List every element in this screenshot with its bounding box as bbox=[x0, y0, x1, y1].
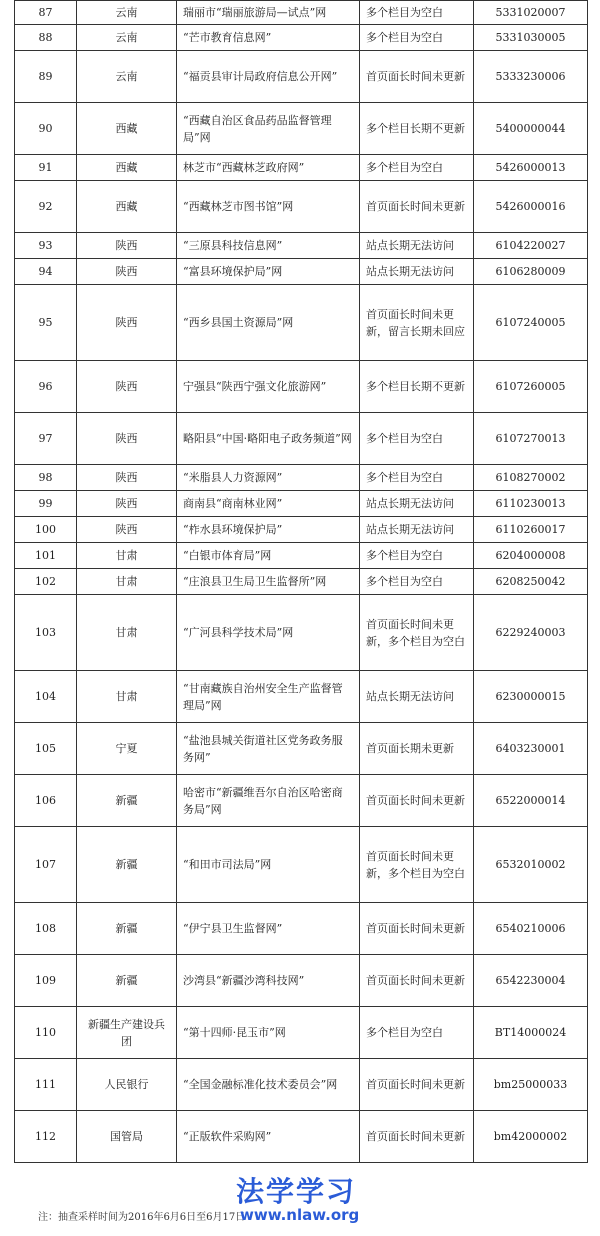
table-row bbox=[15, 491, 588, 517]
row-problem: 首页面长时间未更新 bbox=[360, 181, 474, 233]
row-province: 甘肃 bbox=[77, 569, 177, 595]
table-row bbox=[15, 233, 588, 259]
table-row bbox=[15, 903, 588, 955]
watermark-title: 法学学习 bbox=[236, 1175, 357, 1208]
row-province: 新疆 bbox=[77, 827, 177, 903]
table-row bbox=[15, 955, 588, 1007]
row-number: 95 bbox=[15, 285, 77, 361]
row-site-code: 6403230001 bbox=[474, 723, 588, 775]
row-province: 新疆 bbox=[77, 775, 177, 827]
row-site-code: 6107270013 bbox=[474, 413, 588, 465]
row-number: 102 bbox=[15, 569, 77, 595]
row-province: 新疆 bbox=[77, 955, 177, 1007]
table-row bbox=[15, 181, 588, 233]
row-site-name: “米脂县人力资源网” bbox=[177, 465, 360, 491]
row-site-code: 5331020007 bbox=[474, 1, 588, 25]
row-problem: 多个栏目为空白 bbox=[360, 569, 474, 595]
row-province: 甘肃 bbox=[77, 543, 177, 569]
row-number: 89 bbox=[15, 51, 77, 103]
row-number: 90 bbox=[15, 103, 77, 155]
row-problem: 首页面长时间未更新 bbox=[360, 903, 474, 955]
row-problem: 多个栏目为空白 bbox=[360, 413, 474, 465]
row-problem: 多个栏目为空白 bbox=[360, 25, 474, 51]
row-site-name: “西乡县国土资源局”网 bbox=[177, 285, 360, 361]
row-province: 人民银行 bbox=[77, 1059, 177, 1111]
watermark-url: www.nlaw.org bbox=[240, 1206, 360, 1224]
row-number: 87 bbox=[15, 1, 77, 25]
row-number: 96 bbox=[15, 361, 77, 413]
row-problem: 首页面长时间未更新 bbox=[360, 1111, 474, 1163]
table-row bbox=[15, 723, 588, 775]
row-province: 陕西 bbox=[77, 517, 177, 543]
row-problem: 首页面长时间未更新，留言长期未回应 bbox=[360, 285, 474, 361]
row-number: 93 bbox=[15, 233, 77, 259]
row-site-name: 宁强县“陕西宁强文化旅游网” bbox=[177, 361, 360, 413]
row-province: 陕西 bbox=[77, 233, 177, 259]
row-province: 国管局 bbox=[77, 1111, 177, 1163]
row-province: 陕西 bbox=[77, 465, 177, 491]
row-site-name: 商南县“商南林业网” bbox=[177, 491, 360, 517]
row-problem: 站点长期无法访问 bbox=[360, 491, 474, 517]
row-number: 108 bbox=[15, 903, 77, 955]
row-province: 陕西 bbox=[77, 285, 177, 361]
row-number: 92 bbox=[15, 181, 77, 233]
row-site-code: bm42000002 bbox=[474, 1111, 588, 1163]
row-problem: 首页面长时间未更新 bbox=[360, 1059, 474, 1111]
table-row bbox=[15, 671, 588, 723]
table-row bbox=[15, 517, 588, 543]
row-site-name: “第十四师·昆玉市”网 bbox=[177, 1007, 360, 1059]
row-site-name: “盐池县城关街道社区党务政务服务网” bbox=[177, 723, 360, 775]
table-row bbox=[15, 1, 588, 25]
row-site-code: 6107260005 bbox=[474, 361, 588, 413]
table-row bbox=[15, 465, 588, 491]
row-site-name: 沙湾县“新疆沙湾科技网” bbox=[177, 955, 360, 1007]
table-row bbox=[15, 361, 588, 413]
row-site-name: “福贡县审计局政府信息公开网” bbox=[177, 51, 360, 103]
row-problem: 多个栏目为空白 bbox=[360, 465, 474, 491]
table-body bbox=[15, 1, 588, 1163]
row-province: 云南 bbox=[77, 1, 177, 25]
row-problem: 多个栏目为空白 bbox=[360, 543, 474, 569]
row-site-code: 6208250042 bbox=[474, 569, 588, 595]
row-province: 新疆 bbox=[77, 903, 177, 955]
row-site-code: BT14000024 bbox=[474, 1007, 588, 1059]
row-site-code: 6106280009 bbox=[474, 259, 588, 285]
row-number: 105 bbox=[15, 723, 77, 775]
row-province: 云南 bbox=[77, 25, 177, 51]
row-site-code: 6230000015 bbox=[474, 671, 588, 723]
row-site-code: 6104220027 bbox=[474, 233, 588, 259]
row-problem: 多个栏目为空白 bbox=[360, 155, 474, 181]
row-site-code: 6542230004 bbox=[474, 955, 588, 1007]
row-site-name: “柞水县环境保护局” bbox=[177, 517, 360, 543]
row-number: 101 bbox=[15, 543, 77, 569]
row-site-code: 6532010002 bbox=[474, 827, 588, 903]
row-problem: 站点长期无法访问 bbox=[360, 233, 474, 259]
row-province: 云南 bbox=[77, 51, 177, 103]
row-number: 111 bbox=[15, 1059, 77, 1111]
row-site-name: “富县环境保护局”网 bbox=[177, 259, 360, 285]
row-site-name: “甘南藏族自治州安全生产监督管理局”网 bbox=[177, 671, 360, 723]
row-number: 98 bbox=[15, 465, 77, 491]
row-problem: 首页面长时间未更新 bbox=[360, 955, 474, 1007]
row-number: 110 bbox=[15, 1007, 77, 1059]
table-row bbox=[15, 25, 588, 51]
row-problem: 首页面长时间未更新 bbox=[360, 51, 474, 103]
table-row bbox=[15, 285, 588, 361]
row-province: 陕西 bbox=[77, 491, 177, 517]
row-number: 97 bbox=[15, 413, 77, 465]
row-site-code: 5426000016 bbox=[474, 181, 588, 233]
table-row bbox=[15, 1007, 588, 1059]
table-row bbox=[15, 413, 588, 465]
row-province: 甘肃 bbox=[77, 595, 177, 671]
row-number: 109 bbox=[15, 955, 77, 1007]
row-number: 88 bbox=[15, 25, 77, 51]
row-number: 99 bbox=[15, 491, 77, 517]
table-row bbox=[15, 1059, 588, 1111]
row-site-code: 5333230006 bbox=[474, 51, 588, 103]
row-site-name: “全国金融标准化技术委员会”网 bbox=[177, 1059, 360, 1111]
row-problem: 多个栏目长期不更新 bbox=[360, 103, 474, 155]
row-province: 陕西 bbox=[77, 413, 177, 465]
row-problem: 多个栏目为空白 bbox=[360, 1, 474, 25]
row-site-code: 5400000044 bbox=[474, 103, 588, 155]
row-site-name: 略阳县“中国·略阳电子政务频道”网 bbox=[177, 413, 360, 465]
row-site-code: 6522000014 bbox=[474, 775, 588, 827]
row-site-code: 6108270002 bbox=[474, 465, 588, 491]
table-row bbox=[15, 103, 588, 155]
row-province: 西藏 bbox=[77, 155, 177, 181]
row-problem: 站点长期无法访问 bbox=[360, 671, 474, 723]
table-row bbox=[15, 827, 588, 903]
row-number: 106 bbox=[15, 775, 77, 827]
table-row bbox=[15, 569, 588, 595]
row-site-name: “白银市体育局”网 bbox=[177, 543, 360, 569]
row-problem: 首页面长时间未更新，多个栏目为空白 bbox=[360, 827, 474, 903]
row-site-code: 6540210006 bbox=[474, 903, 588, 955]
row-site-name: “西藏林芝市图书馆”网 bbox=[177, 181, 360, 233]
row-site-name: “庄浪县卫生局卫生监督所”网 bbox=[177, 569, 360, 595]
row-province: 陕西 bbox=[77, 361, 177, 413]
site-inspection-table bbox=[14, 0, 588, 1163]
row-problem: 多个栏目长期不更新 bbox=[360, 361, 474, 413]
row-site-code: 6110230013 bbox=[474, 491, 588, 517]
row-site-name: 林芝市“西藏林芝政府网” bbox=[177, 155, 360, 181]
row-site-name: “三原县科技信息网” bbox=[177, 233, 360, 259]
row-site-code: 6229240003 bbox=[474, 595, 588, 671]
row-site-name: 哈密市“新疆维吾尔自治区哈密商务局”网 bbox=[177, 775, 360, 827]
row-problem: 站点长期无法访问 bbox=[360, 259, 474, 285]
footnote: 注：抽查采样时间为2016年6月6日至6月17日 bbox=[38, 1212, 246, 1223]
row-number: 100 bbox=[15, 517, 77, 543]
row-problem: 站点长期无法访问 bbox=[360, 517, 474, 543]
row-site-code: 6204000008 bbox=[474, 543, 588, 569]
row-site-code: bm25000033 bbox=[474, 1059, 588, 1111]
table-row bbox=[15, 775, 588, 827]
row-site-name: “西藏自治区食品药品监督管理局”网 bbox=[177, 103, 360, 155]
row-province: 甘肃 bbox=[77, 671, 177, 723]
table-row bbox=[15, 543, 588, 569]
table-row bbox=[15, 259, 588, 285]
table-row bbox=[15, 51, 588, 103]
row-number: 91 bbox=[15, 155, 77, 181]
row-number: 107 bbox=[15, 827, 77, 903]
row-problem: 首页面长期未更新 bbox=[360, 723, 474, 775]
row-number: 112 bbox=[15, 1111, 77, 1163]
row-problem: 首页面长时间未更新，多个栏目为空白 bbox=[360, 595, 474, 671]
table-row bbox=[15, 1111, 588, 1163]
row-site-code: 6107240005 bbox=[474, 285, 588, 361]
row-site-name: “芒市教育信息网” bbox=[177, 25, 360, 51]
row-province: 西藏 bbox=[77, 181, 177, 233]
row-problem: 多个栏目为空白 bbox=[360, 1007, 474, 1059]
table-row bbox=[15, 155, 588, 181]
row-site-name: “和田市司法局”网 bbox=[177, 827, 360, 903]
row-number: 104 bbox=[15, 671, 77, 723]
row-province: 西藏 bbox=[77, 103, 177, 155]
row-site-name: “伊宁县卫生监督网” bbox=[177, 903, 360, 955]
row-province: 宁夏 bbox=[77, 723, 177, 775]
row-site-name: “广河县科学技术局”网 bbox=[177, 595, 360, 671]
row-site-code: 5331030005 bbox=[474, 25, 588, 51]
table-row bbox=[15, 595, 588, 671]
row-number: 94 bbox=[15, 259, 77, 285]
row-site-code: 6110260017 bbox=[474, 517, 588, 543]
row-site-code: 5426000013 bbox=[474, 155, 588, 181]
row-site-name: 瑞丽市“瑞丽旅游局—试点”网 bbox=[177, 1, 360, 25]
row-number: 103 bbox=[15, 595, 77, 671]
row-problem: 首页面长时间未更新 bbox=[360, 775, 474, 827]
row-province: 新疆生产建设兵团 bbox=[77, 1007, 177, 1059]
row-province: 陕西 bbox=[77, 259, 177, 285]
row-site-name: “正版软件采购网” bbox=[177, 1111, 360, 1163]
